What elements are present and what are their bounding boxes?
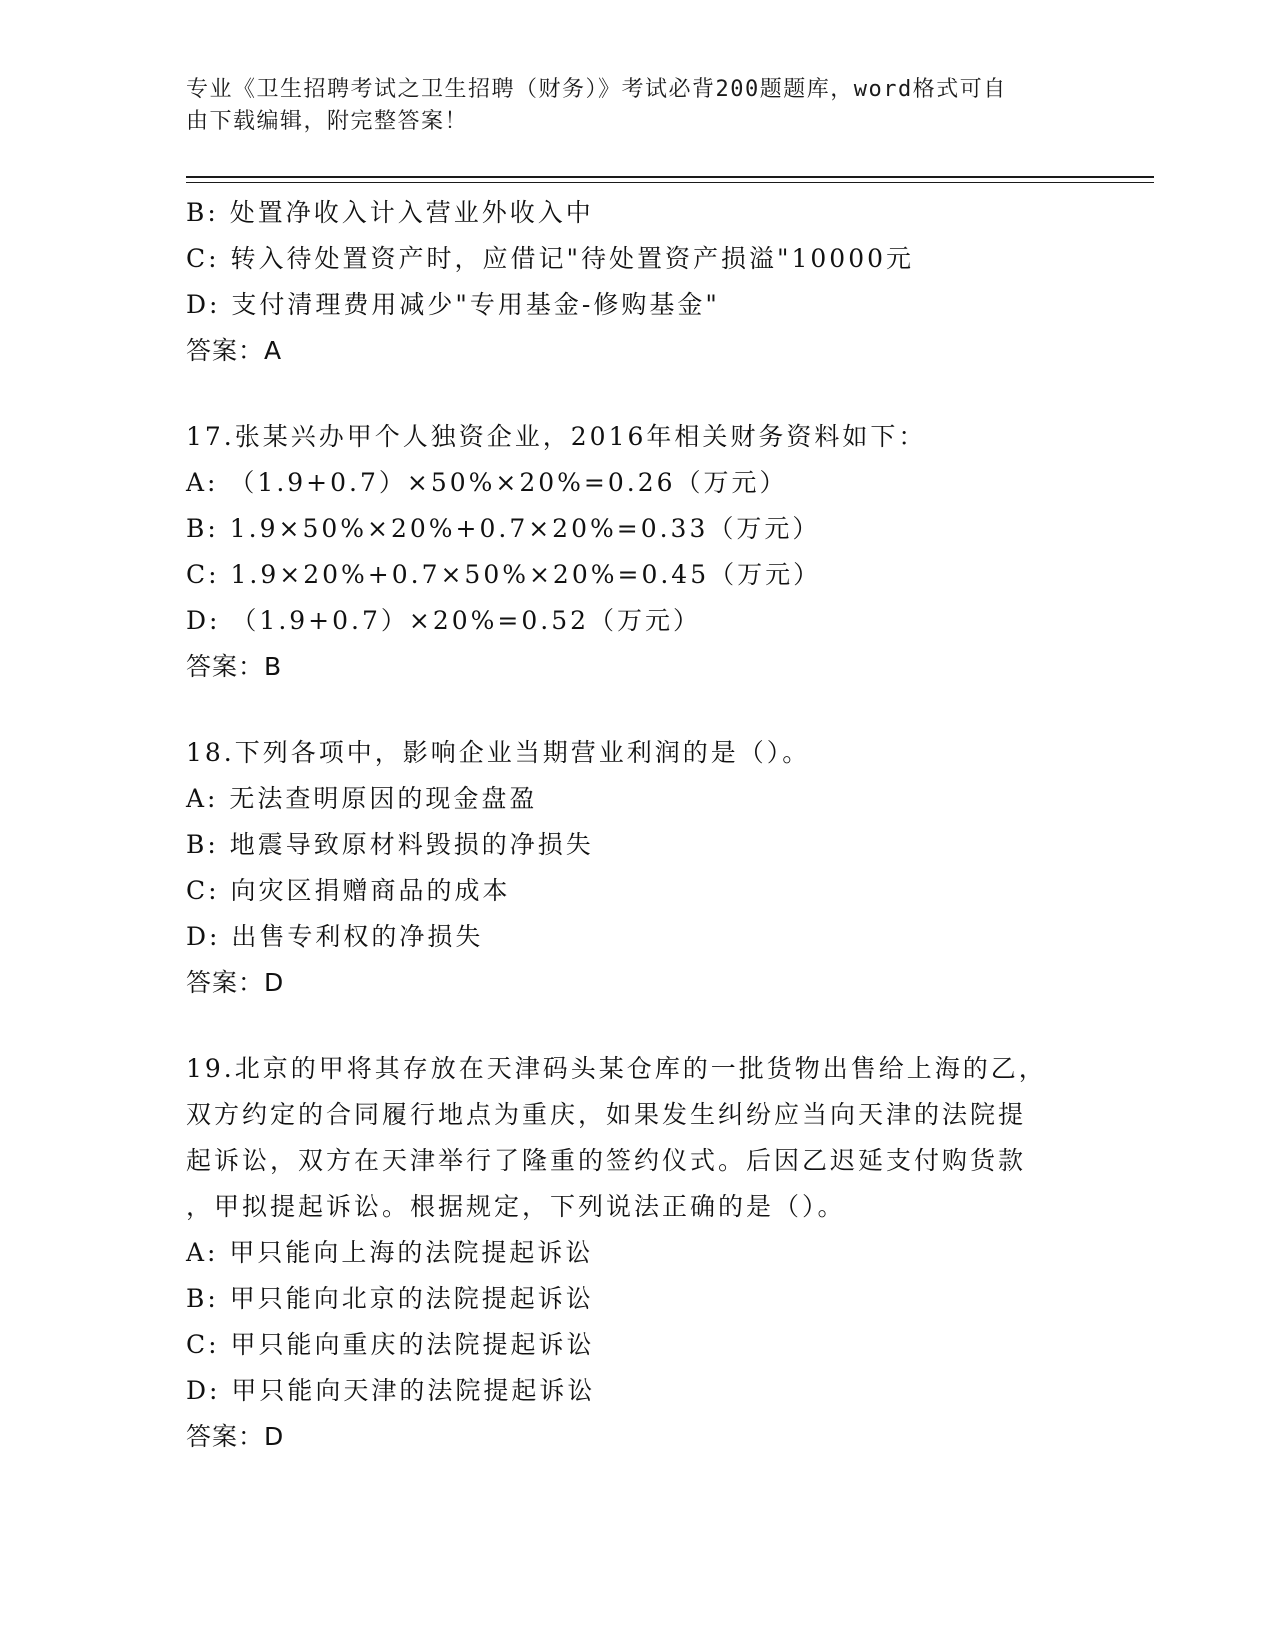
header-divider-thick	[186, 176, 1154, 178]
question-stem-line: ，甲拟提起诉讼。根据规定，下列说法正确的是（）。	[186, 1192, 846, 1221]
option-c: C: 甲只能向重庆的法院提起诉讼	[186, 1330, 595, 1359]
option-a: A: 无法查明原因的现金盘盈	[186, 784, 538, 813]
question-stem-line: 起诉讼，双方在天津举行了隆重的签约仪式。后因乙迟延支付购货款	[186, 1146, 1027, 1175]
option-d: D: 甲只能向天津的法院提起诉讼	[186, 1376, 596, 1405]
option-d: D: 支付清理费用减少"专用基金-修购基金"	[186, 290, 720, 319]
option-d: D: （1.9+0.7）×20%=0.52（万元）	[186, 606, 702, 635]
question-list	[186, 190, 1086, 1460]
option-b: B: 处置净收入计入营业外收入中	[186, 198, 594, 227]
option-b: B: 1.9×50%×20%+0.7×20%=0.33（万元）	[186, 514, 821, 543]
option-c: C: 1.9×20%+0.7×50%×20%=0.45（万元）	[186, 560, 822, 589]
header-divider-thin	[186, 182, 1154, 183]
question-stem: 18.下列各项中，影响企业当期营业利润的是（）。	[186, 738, 811, 767]
question-17	[186, 414, 1086, 690]
header-line-1: 专业《卫生招聘考试之卫生招聘（财务）》考试必背200题题库，word格式可自	[186, 77, 1007, 102]
option-a: A: （1.9+0.7）×50%×20%=0.26（万元）	[186, 468, 788, 497]
option-b: B: 甲只能向北京的法院提起诉讼	[186, 1284, 594, 1313]
question-stem-line: 双方约定的合同履行地点为重庆，如果发生纠纷应当向天津的法院提	[186, 1100, 1027, 1129]
answer-label: 答案：A	[186, 336, 283, 365]
answer-label: 答案：D	[186, 968, 285, 997]
question-19	[186, 1046, 1086, 1460]
option-c: C: 向灾区捐赠商品的成本	[186, 876, 511, 905]
answer-label: 答案：D	[186, 1422, 285, 1451]
option-d: D: 出售专利权的净损失	[186, 922, 484, 951]
option-a: A: 甲只能向上海的法院提起诉讼	[186, 1238, 594, 1267]
question-16-continued	[186, 190, 1086, 374]
question-stem: 17.张某兴办甲个人独资企业，2016年相关财务资料如下：	[186, 422, 927, 451]
option-c: C: 转入待处置资产时，应借记"待处置资产损溢"10000元	[186, 244, 915, 273]
spacer	[186, 1006, 1086, 1046]
header-line-2: 由下载编辑，附完整答案！	[186, 109, 469, 134]
question-stem-line: 19.北京的甲将其存放在天津码头某仓库的一批货物出售给上海的乙，	[186, 1054, 1047, 1083]
document-header	[186, 74, 1066, 138]
question-18	[186, 730, 1086, 1006]
answer-label: 答案：B	[186, 652, 283, 681]
spacer	[186, 690, 1086, 730]
option-b: B: 地震导致原材料毁损的净损失	[186, 830, 594, 859]
spacer	[186, 374, 1086, 414]
